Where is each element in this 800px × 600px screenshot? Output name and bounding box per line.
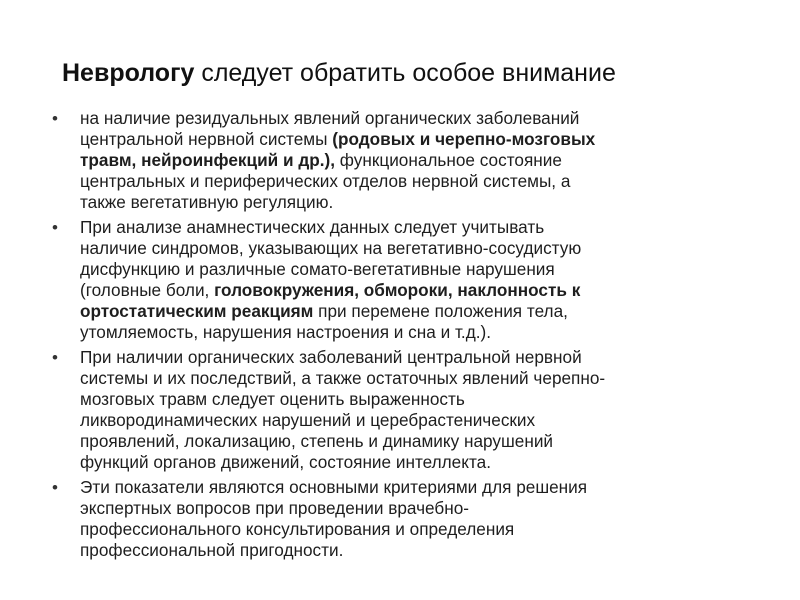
bullet-line bbox=[80, 301, 782, 322]
bold-text: травм, нейроинфекций и др.), bbox=[80, 150, 336, 170]
bullet-icon: • bbox=[52, 478, 58, 497]
bullet-line bbox=[80, 259, 782, 280]
bullet-line bbox=[80, 322, 782, 343]
bullet-line bbox=[80, 368, 782, 389]
text-segment: При анализе анамнестических данных следует учитывать bbox=[80, 217, 545, 237]
bullet-line bbox=[80, 540, 782, 561]
bullet-item bbox=[42, 217, 782, 343]
bullet-icon: • bbox=[52, 109, 58, 128]
bullet-line bbox=[80, 389, 782, 410]
slide-title-rest: следует обратить особое внимание bbox=[194, 59, 616, 87]
text-segment: центральной нервной системы bbox=[80, 129, 333, 149]
text-segment: Эти показатели являются основными критериями для решения bbox=[80, 477, 588, 497]
bullet-icon: • bbox=[52, 218, 58, 237]
bullet-text bbox=[80, 347, 782, 473]
text-segment: При наличии органических заболеваний центральной нервной bbox=[80, 347, 582, 367]
text-segment: наличие синдромов, указывающих на вегетативно-сосудистую bbox=[80, 238, 582, 258]
text-segment: центральных и периферических отделов нервной системы, а bbox=[80, 171, 571, 191]
bullet-text bbox=[80, 477, 782, 561]
bullet-line bbox=[80, 280, 782, 301]
text-segment: экспертных вопросов при проведении врачебно- bbox=[80, 498, 470, 518]
bullet-text bbox=[80, 217, 782, 343]
text-segment: (головные боли, bbox=[80, 280, 215, 300]
text-segment: функциональное состояние bbox=[335, 150, 562, 170]
bullet-item bbox=[42, 347, 782, 473]
bullet-line bbox=[80, 410, 782, 431]
bullet-line bbox=[80, 431, 782, 452]
bold-text: (родовых и черепно-мозговых bbox=[332, 129, 596, 149]
bullet-icon: • bbox=[52, 348, 58, 367]
bullet-line bbox=[80, 477, 782, 498]
bullet-text bbox=[80, 108, 782, 213]
bullet-line bbox=[80, 238, 782, 259]
bullet-line bbox=[80, 192, 782, 213]
bullet-item bbox=[42, 108, 782, 213]
text-segment: также вегетативную регуляцию. bbox=[80, 192, 334, 212]
bullet-line bbox=[80, 498, 782, 519]
bold-text: ортостатическим реакциям bbox=[80, 301, 314, 321]
text-segment: системы и их последствий, а также остаточных явлений черепно- bbox=[80, 368, 606, 388]
text-segment: на наличие резидуальных явлений органических заболеваний bbox=[80, 108, 580, 128]
bold-text: головокружения, обмороки, наклонность к bbox=[214, 280, 581, 300]
text-segment: проявлений, локализацию, степень и динамику нарушений bbox=[80, 431, 554, 451]
bullet-line bbox=[80, 347, 782, 368]
bullet-line bbox=[80, 129, 782, 150]
bullet-line bbox=[80, 171, 782, 192]
text-segment: функций органов движений, состояние интеллекта. bbox=[80, 452, 491, 472]
text-segment: мозговых травм следует оценить выраженность bbox=[80, 389, 465, 409]
bullet-line bbox=[80, 150, 782, 171]
bullet-line bbox=[80, 217, 782, 238]
bullet-line bbox=[80, 108, 782, 129]
slide-title bbox=[62, 56, 782, 90]
text-segment: профессиональной пригодности. bbox=[80, 540, 344, 560]
text-segment: профессионального консультирования и определения bbox=[80, 519, 515, 539]
text-segment: утомляемость, нарушения настроения и сна и т.д.). bbox=[80, 322, 492, 342]
bullet-line bbox=[80, 519, 782, 540]
bullet-line bbox=[80, 452, 782, 473]
text-segment: ликвородинамических нарушений и церебрастенических bbox=[80, 410, 536, 430]
text-segment: при перемене положения тела, bbox=[313, 301, 568, 321]
slide-title-bold: Неврологу bbox=[62, 59, 195, 87]
text-segment: дисфункцию и различные сомато-вегетативные нарушения bbox=[80, 259, 555, 279]
bullet-list bbox=[42, 108, 782, 565]
bullet-item bbox=[42, 477, 782, 561]
